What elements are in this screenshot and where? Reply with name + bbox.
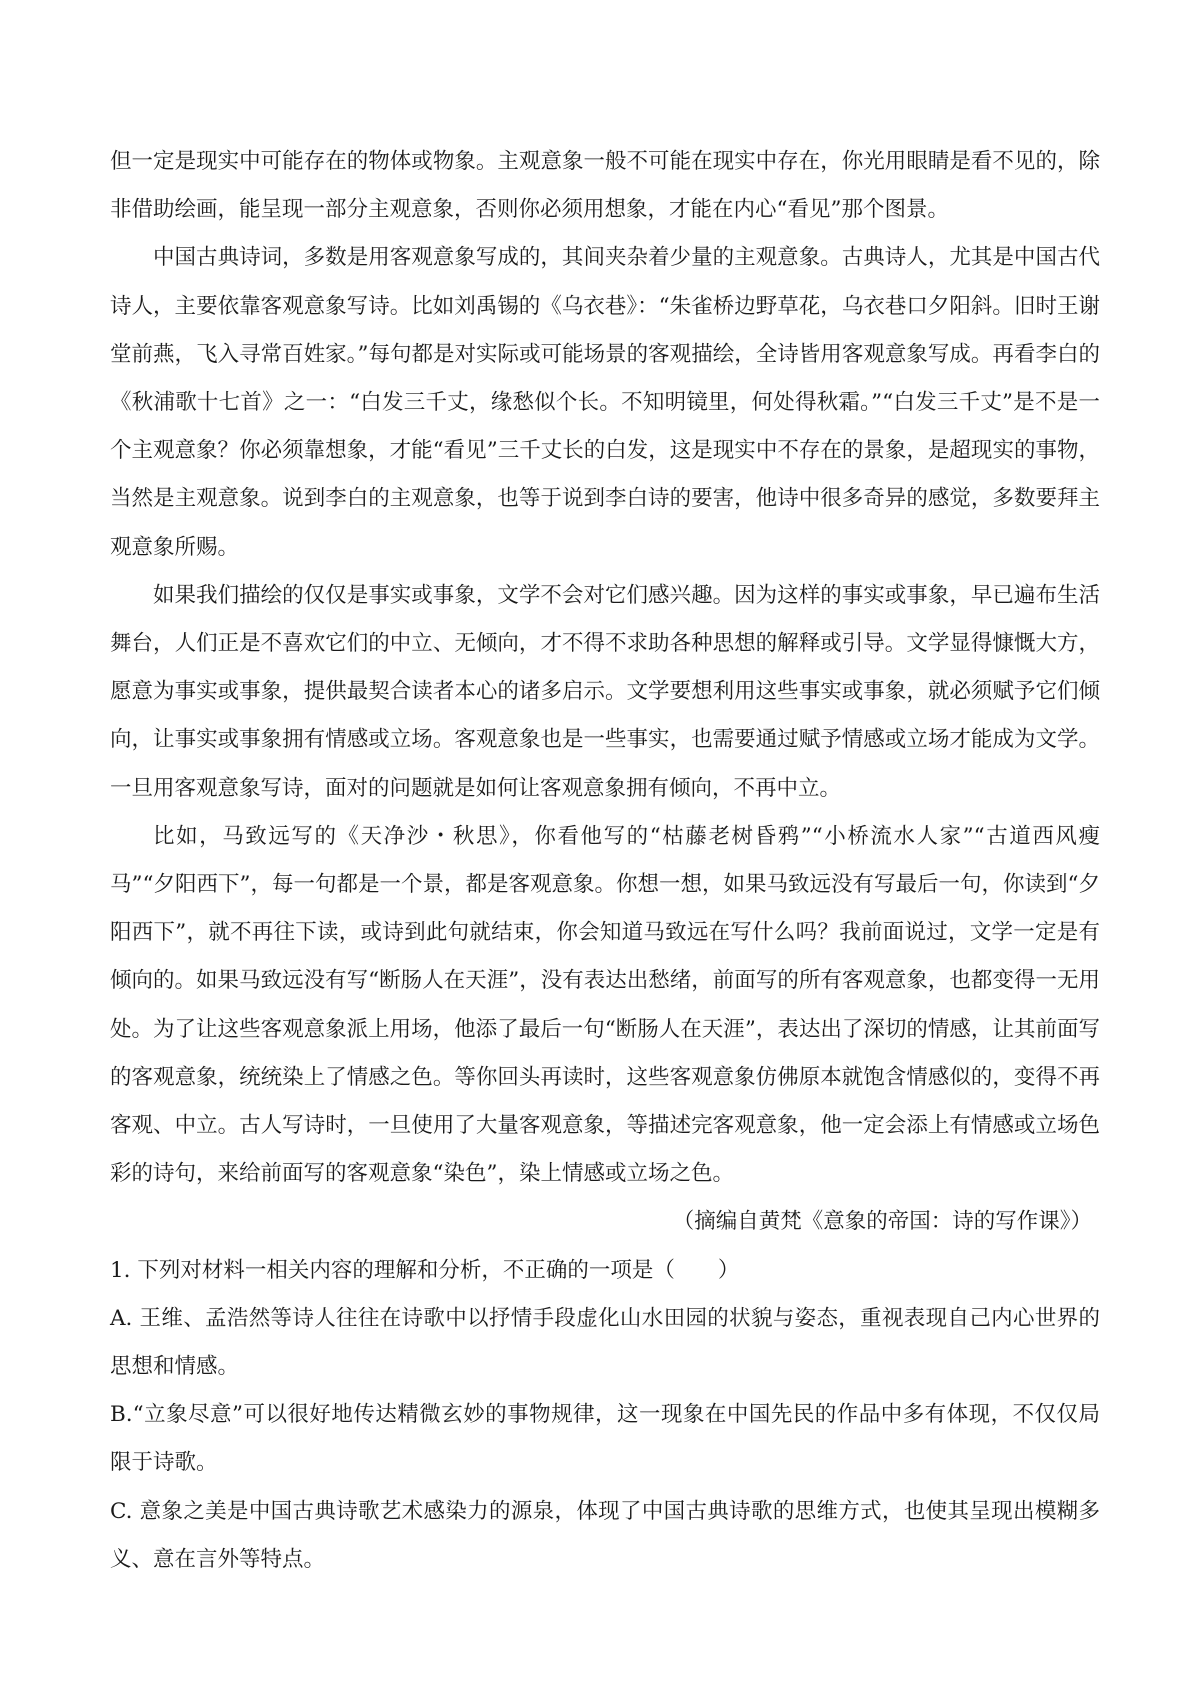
question-option-a: A. 王维、孟浩然等诗人往往在诗歌中以抒情手段虚化山水田园的状貌与姿态，重视表现自己内心世界的思想和情感。 [110,1305,1100,1380]
passage-paragraph-2: 中国古典诗词，多数是用客观意象写成的，其间夹杂着少量的主观意象。古典诗人，尤其是中国古代诗人，主要依靠客观意象写诗。比如刘禹锡的《乌衣巷》：“朱雀桥边野草花，乌衣巷口夕阳斜。旧时王谢堂前燕，飞入寻常百姓家。”每句都是对实际或可能场景的客观描绘，全诗皆用客观意象写成。再看李白的《秋浦歌十七首》之一：“白发三千丈，缘愁似个长。不知明镜里，何处得秋霜。”“白发三千丈”是不是一个主观意象？你必须靠想象，才能“看见”三千丈长的白发，这是现实中不存在的景象，是超现实的事物，当然是主观意象。说到李白的主观意象，也等于说到李白诗的要害，他诗中很多奇异的感觉，多数要拜主观意象所赐。 [110,245,1100,560]
question-stem: 1. 下列对材料一相关内容的理解和分析，不正确的一项是（ ） [110,1257,740,1283]
passage-source-citation: （摘编自黄梵《意象的帝国：诗的写作课》） [672,1209,1092,1235]
question-option-b: B.“立象尽意”可以很好地传达精微玄妙的事物规律，这一现象在中国先民的作品中多有体现，不仅仅局限于诗歌。 [110,1402,1100,1476]
passage-paragraph-4: 比如，马致远写的《天净沙・秋思》，你看他写的“枯藤老树昏鸦”“小桥流水人家”“古道西风瘦马”“夕阳西下”，每一句都是一个景，都是客观意象。你想一想，如果马致远没有写最后一句，你读到“夕阳西下”，就不再往下读，或诗到此句就结束，你会知道马致远在写什么吗？我前面说过，文学一定是有倾向的。如果马致远没有写“断肠人在天涯”，没有表达出愁绪，前面写的所有客观意象，也都变得一无用处。为了让这些客观意象派上用场，他添了最后一句“断肠人在天涯”，表达出了深切的情感，让其前面写的客观意象，统统染上了情感之色。等你回头再读时，这些客观意象仿佛原本就饱含情感似的，变得不再客观、中立。古人写诗时，一旦使用了大量客观意象，等描述完客观意象，他一定会添上有情感或立场色彩的诗句，来给前面写的客观意象“染色”，染上情感或立场之色。 [110,823,1100,1187]
document-content [110,138,1100,1584]
question-option-c: C. 意象之美是中国古典诗歌艺术感染力的源泉，体现了中国古典诗歌的思维方式，也使其呈现出模糊多义、意在言外等特点。 [110,1498,1100,1572]
passage-paragraph-1: 但一定是现实中可能存在的物体或物象。主观意象一般不可能在现实中存在，你光用眼睛是看不见的，除非借助绘画，能呈现一部分主观意象，否则你必须用想象，才能在内心“看见”那个图景。 [110,149,1100,223]
passage-paragraph-3: 如果我们描绘的仅仅是事实或事象，文学不会对它们感兴趣。因为这样的事实或事象，早已遍布生活舞台，人们正是不喜欢它们的中立、无倾向，才不得不求助各种思想的解释或引导。文学显得慷慨大方，愿意为事实或事象，提供最契合读者本心的诸多启示。文学要想利用这些事实或事象，就必须赋予它们倾向，让事实或事象拥有情感或立场。客观意象也是一些事实，也需要通过赋予情感或立场才能成为文学。一旦用客观意象写诗，面对的问题就是如何让客观意象拥有倾向，不再中立。 [110,582,1100,801]
